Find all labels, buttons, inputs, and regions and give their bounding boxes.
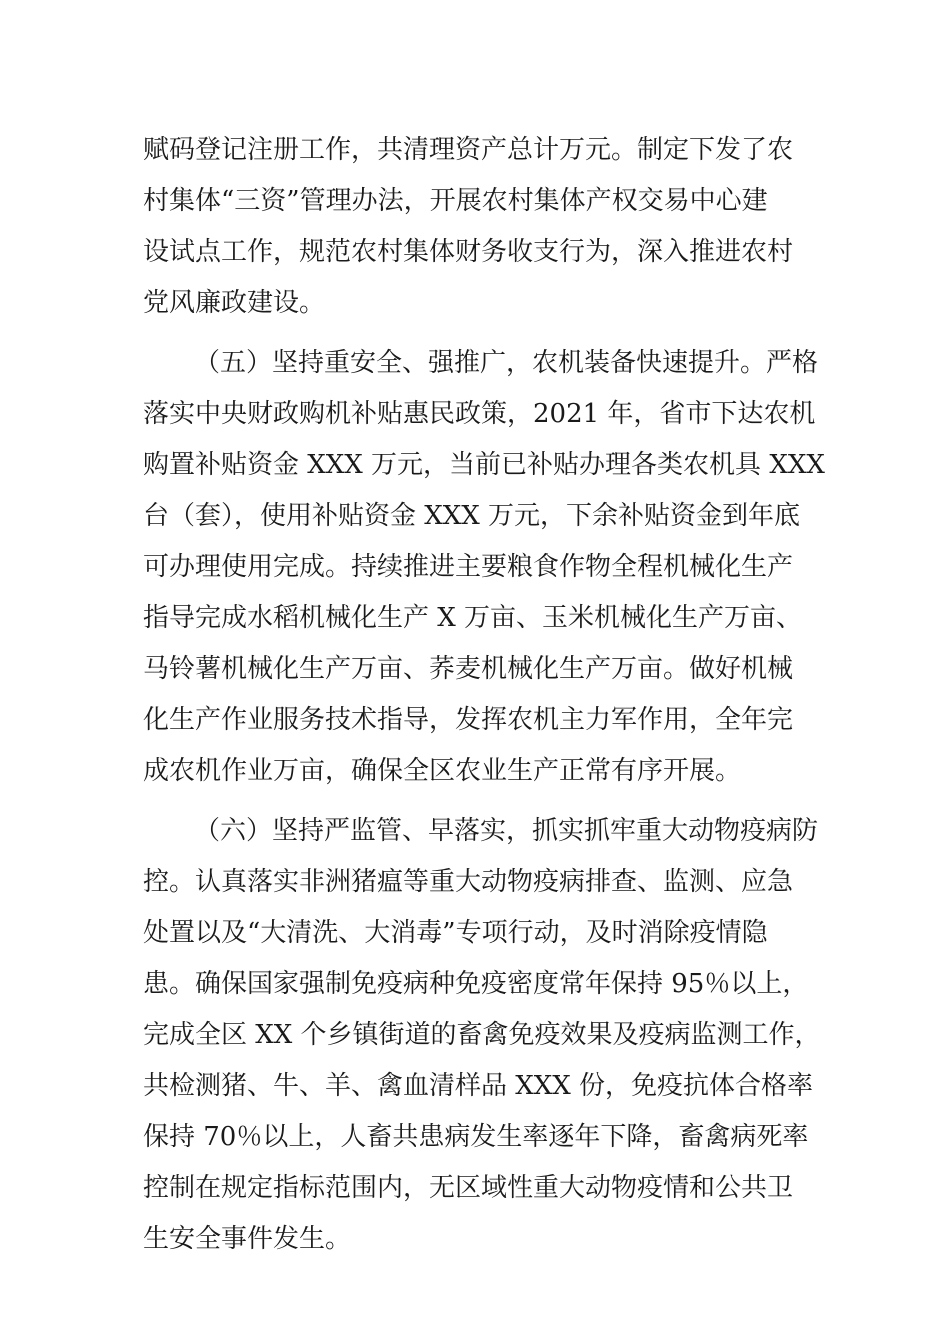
text-line: 赋码登记注册工作，共清理资产总计万元。制定下发了农 <box>143 135 794 165</box>
text-line: 患。确保国家强制免疫病种免疫密度常年保持 95％以上， <box>143 969 809 999</box>
section-heading-line: （六）坚持严监管、早落实，抓实抓牢重大动物疫病防 <box>194 816 819 846</box>
text-line: 生安全事件发生。 <box>143 1224 352 1254</box>
section-heading-line: （五）坚持重安全、强推广，农机装备快速提升。严格 <box>194 348 819 378</box>
text-line: 化生产作业服务技术指导，发挥农机主力军作用，全年完 <box>143 705 794 735</box>
text-line: 控。认真落实非洲猪瘟等重大动物疫病排查、监测、应急 <box>143 867 794 897</box>
text-line: 保持 70％以上，人畜共患病发生率逐年下降，畜禽病死率 <box>143 1122 809 1152</box>
text-line: 落实中央财政购机补贴惠民政策，2021 年，省市下达农机 <box>143 399 816 429</box>
text-line: 村集体“三资”管理办法，开展农村集体产权交易中心建 <box>143 186 768 216</box>
paragraph-gap <box>143 329 809 338</box>
document-body <box>143 125 825 1265</box>
text-line: 可办理使用完成。持续推进主要粮食作物全程机械化生产 <box>143 552 794 582</box>
text-line: 共检测猪、牛、羊、禽血清样品 XXX 份，免疫抗体合格率 <box>143 1071 814 1101</box>
text-line: 完成全区 XX 个乡镇街道的畜禽免疫效果及疫病监测工作， <box>143 1020 821 1050</box>
paragraph-gap <box>143 797 809 806</box>
text-line: 马铃薯机械化生产万亩、荞麦机械化生产万亩。做好机械 <box>143 654 794 684</box>
text-line: 台（套），使用补贴资金 XXX 万元，下余补贴资金到年底 <box>143 501 801 531</box>
text-line: 控制在规定指标范围内，无区域性重大动物疫情和公共卫 <box>143 1173 794 1203</box>
text-line: 购置补贴资金 XXX 万元，当前已补贴办理各类农机具 XXX <box>143 450 825 480</box>
text-line: 指导完成水稻机械化生产 X 万亩、玉米机械化生产万亩、 <box>143 603 803 633</box>
text-line: 设试点工作，规范农村集体财务收支行为，深入推进农村 <box>143 237 794 267</box>
text-line: 成农机作业万亩，确保全区农业生产正常有序开展。 <box>143 756 742 786</box>
text-line: 处置以及“大清洗、大消毒”专项行动，及时消除疫情隐 <box>143 918 768 948</box>
text-line: 党风廉政建设。 <box>143 288 326 318</box>
